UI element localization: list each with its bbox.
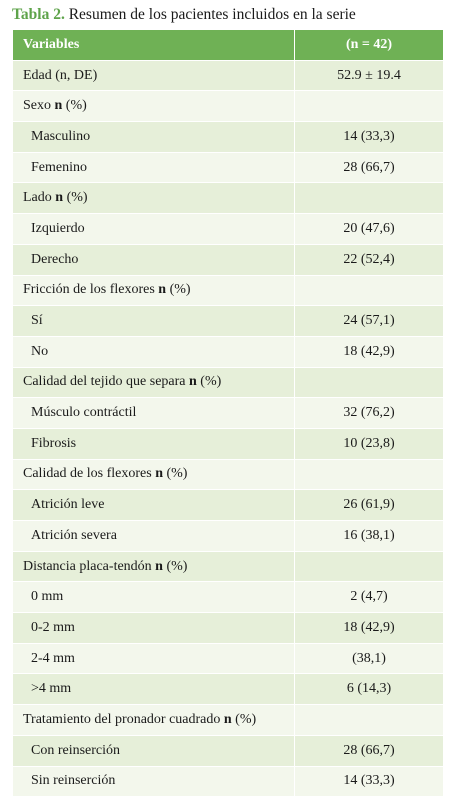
row-label: Atrición severa bbox=[13, 521, 295, 552]
row-value: 26 (61,9) bbox=[295, 490, 444, 521]
table-row bbox=[13, 306, 444, 337]
row-label: No bbox=[13, 336, 295, 367]
table-row bbox=[13, 428, 444, 459]
table-row bbox=[13, 122, 444, 153]
table-row bbox=[13, 214, 444, 245]
row-label: Sin reinserción bbox=[13, 766, 295, 797]
row-label: Atrición leve bbox=[13, 490, 295, 521]
row-label: Sí bbox=[13, 306, 295, 337]
table-row bbox=[13, 490, 444, 521]
table-row bbox=[13, 582, 444, 613]
table-row bbox=[13, 521, 444, 552]
row-value bbox=[295, 183, 444, 214]
row-value: (38,1) bbox=[295, 643, 444, 674]
row-label: Sexo n (%) bbox=[13, 91, 295, 122]
row-value: 28 (66,7) bbox=[295, 152, 444, 183]
table-row bbox=[13, 60, 444, 91]
row-label: Derecho bbox=[13, 244, 295, 275]
table-row bbox=[13, 152, 444, 183]
row-value: 18 (42,9) bbox=[295, 336, 444, 367]
row-value: 10 (23,8) bbox=[295, 428, 444, 459]
row-value: 14 (33,3) bbox=[295, 122, 444, 153]
row-value: 16 (38,1) bbox=[295, 521, 444, 552]
row-label: 0-2 mm bbox=[13, 613, 295, 644]
table-header-row bbox=[13, 30, 444, 61]
caption-label: Tabla 2. bbox=[12, 6, 65, 23]
table-row bbox=[13, 275, 444, 306]
row-label: Distancia placa-tendón n (%) bbox=[13, 551, 295, 582]
row-value bbox=[295, 91, 444, 122]
row-label: 0 mm bbox=[13, 582, 295, 613]
row-value: 14 (33,3) bbox=[295, 766, 444, 797]
row-value: 28 (66,7) bbox=[295, 735, 444, 766]
table-row bbox=[13, 674, 444, 705]
table-row bbox=[13, 766, 444, 797]
patients-summary-table bbox=[12, 29, 444, 797]
row-value bbox=[295, 367, 444, 398]
table-row bbox=[13, 735, 444, 766]
header-n: (n = 42) bbox=[295, 30, 444, 61]
row-label: Fibrosis bbox=[13, 428, 295, 459]
table-row bbox=[13, 183, 444, 214]
row-label: >4 mm bbox=[13, 674, 295, 705]
row-value: 52.9 ± 19.4 bbox=[295, 60, 444, 91]
table-row bbox=[13, 367, 444, 398]
row-value: 6 (14,3) bbox=[295, 674, 444, 705]
table-row bbox=[13, 91, 444, 122]
row-value bbox=[295, 551, 444, 582]
row-label: Izquierdo bbox=[13, 214, 295, 245]
row-value: 22 (52,4) bbox=[295, 244, 444, 275]
caption-text: Resumen de los pacientes incluidos en la serie bbox=[68, 6, 356, 23]
row-value: 2 (4,7) bbox=[295, 582, 444, 613]
table-row bbox=[13, 244, 444, 275]
table-row bbox=[13, 336, 444, 367]
row-value bbox=[295, 275, 444, 306]
row-value: 20 (47,6) bbox=[295, 214, 444, 245]
row-value: 32 (76,2) bbox=[295, 398, 444, 429]
row-value bbox=[295, 459, 444, 490]
row-label: Calidad de los flexores n (%) bbox=[13, 459, 295, 490]
table-row bbox=[13, 705, 444, 736]
row-label: Edad (n, DE) bbox=[13, 60, 295, 91]
table-row bbox=[13, 613, 444, 644]
table-row bbox=[13, 643, 444, 674]
table-row bbox=[13, 459, 444, 490]
row-label: Tratamiento del pronador cuadrado n (%) bbox=[13, 705, 295, 736]
table-caption bbox=[12, 6, 356, 24]
header-variables: Variables bbox=[13, 30, 295, 61]
row-value: 24 (57,1) bbox=[295, 306, 444, 337]
table-row bbox=[13, 398, 444, 429]
row-label: Masculino bbox=[13, 122, 295, 153]
row-label: Lado n (%) bbox=[13, 183, 295, 214]
table-row bbox=[13, 551, 444, 582]
row-value bbox=[295, 705, 444, 736]
row-label: Con reinserción bbox=[13, 735, 295, 766]
row-label: Fricción de los flexores n (%) bbox=[13, 275, 295, 306]
row-label: 2-4 mm bbox=[13, 643, 295, 674]
row-label: Calidad del tejido que separa n (%) bbox=[13, 367, 295, 398]
row-value: 18 (42,9) bbox=[295, 613, 444, 644]
row-label: Femenino bbox=[13, 152, 295, 183]
row-label: Músculo contráctil bbox=[13, 398, 295, 429]
